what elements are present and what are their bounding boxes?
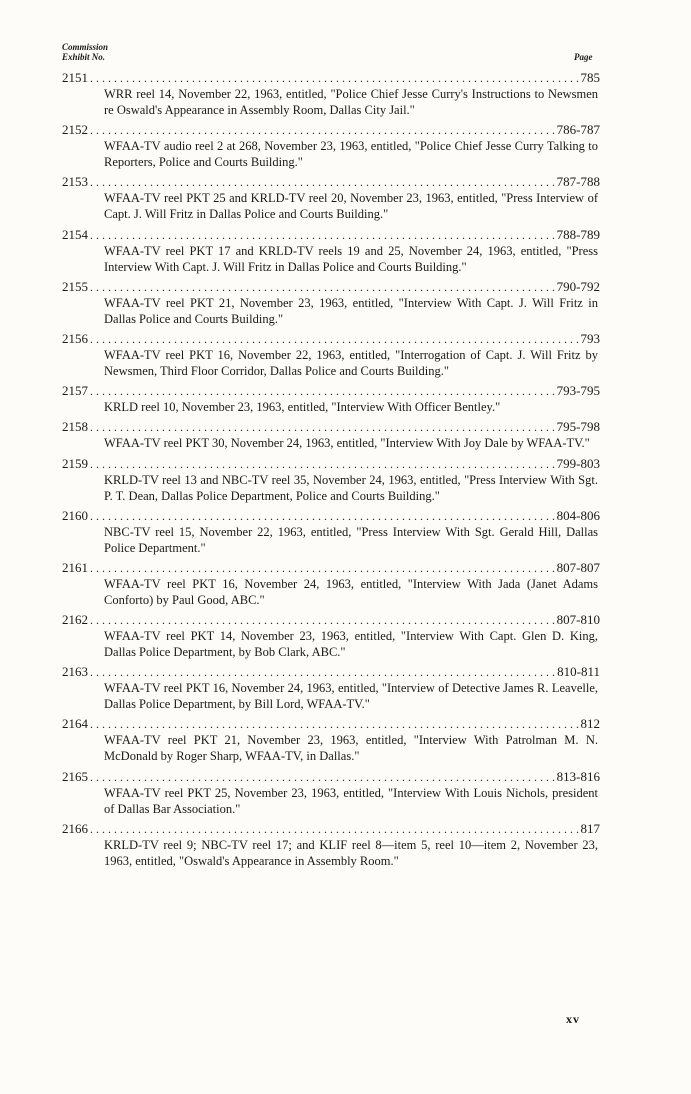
page-reference: 810-811 <box>557 664 600 680</box>
page-reference: 793-795 <box>556 383 600 399</box>
exhibit-entry-row <box>62 70 600 86</box>
exhibit-number: 2158 <box>62 419 88 435</box>
exhibit-description: NBC-TV reel 15, November 22, 1963, entitled, "Press Interview With Sgt. Gerald Hill, Dallas Police Department." <box>104 524 598 555</box>
exhibit-entry <box>62 227 600 275</box>
leader-dots <box>88 70 581 86</box>
page-reference: 795-798 <box>556 419 600 435</box>
exhibit-description: WRR reel 14, November 22, 1963, entitled, "Police Chief Jesse Curry's Instructions to Newsmen re Oswald's Appearance in Assembly Room, Dallas City Jail." <box>104 87 598 117</box>
exhibit-entry <box>62 508 600 556</box>
exhibit-entry-row <box>62 560 600 576</box>
exhibit-description: WFAA-TV reel PKT 14, November 23, 1963, entitled, "Interview With Capt. Glen D. King, Dallas Police Department, by Bob Clark, ABC." <box>104 629 598 660</box>
leader-dots <box>88 560 557 576</box>
exhibit-entry <box>62 664 600 712</box>
exhibit-description: KRLD-TV reel 13 and NBC-TV reel 35, November 24, 1963, entitled, "Press Interview With Sgt. P. T. Dean, Dallas Police Department, Police and Courts Building." <box>104 472 598 503</box>
exhibit-number: 2154 <box>62 226 88 242</box>
exhibit-number: 2165 <box>62 768 88 784</box>
page-reference: 785 <box>580 70 600 85</box>
header-page-label: Page <box>574 52 593 62</box>
page-reference: 793 <box>580 330 600 346</box>
exhibit-description: WFAA-TV reel PKT 16, November 24, 1963, entitled, "Interview of Detective James R. Leavelle, Dallas Police Department, by Bill Lord, WFAA-TV." <box>104 681 598 712</box>
exhibit-entry-row <box>62 664 600 680</box>
exhibit-number: 2157 <box>62 383 88 399</box>
exhibit-number: 2152 <box>62 122 88 138</box>
exhibit-entry <box>62 612 600 660</box>
exhibit-entry <box>62 279 600 327</box>
page-reference: 790-792 <box>556 278 600 294</box>
exhibit-description: WFAA-TV reel PKT 21, November 23, 1963, entitled, "Interview With Capt. J. Will Fritz in Dallas Police and Courts Building." <box>104 295 598 326</box>
exhibit-list <box>62 70 600 873</box>
exhibit-entry-row <box>62 331 600 347</box>
exhibit-entry-row <box>62 456 600 472</box>
leader-dots <box>88 279 557 295</box>
exhibit-entry <box>62 419 600 451</box>
exhibit-description: WFAA-TV reel PKT 25, November 23, 1963, entitled, "Interview With Louis Nichols, president of Dallas Bar Association." <box>104 785 598 816</box>
page-reference: 807-810 <box>556 612 600 628</box>
exhibit-entry-row <box>62 508 600 524</box>
exhibit-number: 2155 <box>62 278 88 294</box>
leader-dots <box>88 419 557 435</box>
exhibit-entry-row <box>62 383 600 399</box>
page-reference: 804-806 <box>556 507 600 523</box>
leader-dots <box>88 821 581 837</box>
exhibit-entry-row <box>62 419 600 435</box>
exhibit-entry <box>62 716 600 764</box>
exhibit-entry-row <box>62 612 600 628</box>
exhibit-entry-row <box>62 279 600 295</box>
leader-dots <box>88 664 557 680</box>
exhibit-description: WFAA-TV reel PKT 17 and KRLD-TV reels 19 and 25, November 24, 1963, entitled, "Press Interview With Capt. J. Will Fritz in Dallas Police and Courts Building." <box>104 243 598 274</box>
exhibit-description: WFAA-TV reel PKT 16, November 22, 1963, entitled, "Interrogation of Capt. J. Will Fritz by Newsmen, Third Floor Corridor, Dallas Police and Courts Building." <box>104 347 598 378</box>
leader-dots <box>88 612 557 628</box>
exhibit-description: KRLD reel 10, November 23, 1963, entitled, "Interview With Officer Bentley." <box>104 400 501 415</box>
exhibit-number: 2151 <box>62 70 88 85</box>
header-commission: Commission <box>62 42 109 52</box>
leader-dots <box>88 769 557 785</box>
exhibit-entry-row <box>62 122 600 138</box>
exhibit-number: 2153 <box>62 174 88 190</box>
leader-dots <box>88 383 557 399</box>
exhibit-number: 2159 <box>62 455 88 471</box>
page-reference: 799-803 <box>556 455 600 471</box>
exhibit-number: 2164 <box>62 716 88 732</box>
leader-dots <box>88 456 557 472</box>
exhibit-number: 2162 <box>62 612 88 628</box>
exhibit-entry <box>62 70 600 118</box>
exhibit-entry-row <box>62 174 600 190</box>
exhibit-description: WFAA-TV reel PKT 25 and KRLD-TV reel 20, November 23, 1963, entitled, "Press Interview of Capt. J. Will Fritz in Dallas Police and Courts Building." <box>104 191 598 222</box>
exhibit-number: 2161 <box>62 559 88 575</box>
exhibit-entry <box>62 456 600 504</box>
exhibit-entry-row <box>62 227 600 243</box>
exhibit-description: WFAA-TV reel PKT 21, November 23, 1963, entitled, "Interview With Patrolman M. N. McDonald by Roger Sharp, WFAA-TV, in Dallas." <box>104 733 598 764</box>
column-header-exhibit <box>62 42 108 62</box>
leader-dots <box>88 174 557 190</box>
exhibit-description: WFAA-TV audio reel 2 at 268, November 23, 1963, entitled, "Police Chief Jesse Curry Talking to Reporters, Police and Courts Building." <box>104 139 598 170</box>
exhibit-entry <box>62 821 600 869</box>
leader-dots <box>88 122 557 138</box>
exhibit-description: KRLD-TV reel 9; NBC-TV reel 17; and KLIF reel 8—item 5, reel 10—item 2, November 23, 1963, entitled, "Oswald's Appearance in Assembly Room." <box>104 837 598 868</box>
exhibit-entry <box>62 331 600 379</box>
page-reference: 788-789 <box>556 226 600 242</box>
page-reference: 813-816 <box>556 768 600 784</box>
exhibit-entry <box>62 560 600 608</box>
leader-dots <box>88 331 581 347</box>
exhibit-entry <box>62 383 600 415</box>
exhibit-entry <box>62 174 600 222</box>
page-number: xv <box>566 1012 580 1026</box>
exhibit-number: 2160 <box>62 507 88 523</box>
page-reference: 807-807 <box>556 559 600 575</box>
exhibit-entry-row <box>62 716 600 732</box>
page-reference: 787-788 <box>556 174 600 190</box>
page-reference: 786-787 <box>556 122 600 138</box>
exhibit-number: 2166 <box>62 820 88 836</box>
leader-dots <box>88 227 557 243</box>
leader-dots <box>88 508 557 524</box>
exhibit-number: 2156 <box>62 330 88 346</box>
exhibit-description: WFAA-TV reel PKT 16, November 24, 1963, entitled, "Interview With Jada (Janet Adams Conforto) by Paul Good, ABC." <box>104 576 598 607</box>
page-reference: 817 <box>580 820 600 836</box>
exhibit-entry-row <box>62 769 600 785</box>
header-exhibit-no: Exhibit No. <box>62 52 106 62</box>
page-reference: 812 <box>580 716 600 732</box>
exhibit-entry <box>62 769 600 817</box>
leader-dots <box>88 716 581 732</box>
exhibit-description: WFAA-TV reel PKT 30, November 24, 1963, entitled, "Interview With Joy Dale by WFAA-TV." <box>104 436 590 451</box>
exhibit-number: 2163 <box>62 664 88 680</box>
exhibit-entry-row <box>62 821 600 837</box>
exhibit-entry <box>62 122 600 170</box>
